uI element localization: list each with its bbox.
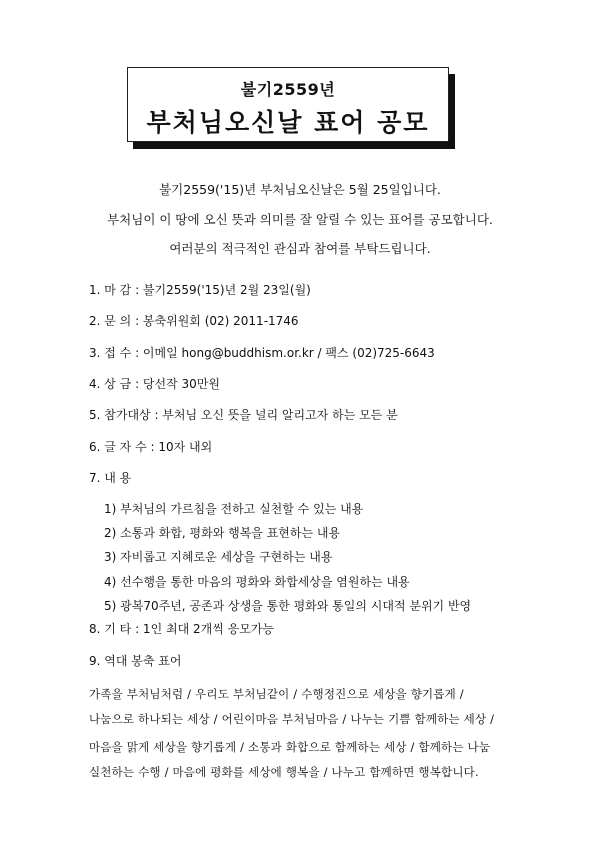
title-subtitle: 불기2559년 <box>240 80 336 99</box>
slogan-line: 나눔으로 하나되는 세상 / 어린이마음 부처님마음 / 나누는 기쁨 함께하는 세상 / <box>89 712 495 726</box>
content-item: 4) 선수행을 통한 마음의 평화와 화합세상을 염원하는 내용 <box>104 575 410 589</box>
item-inquiry: 2. 문 의 : 봉축위원회 (02) 2011-1746 <box>89 314 299 328</box>
item-content: 7. 내 용 <box>89 471 132 485</box>
item-past-slogans: 9. 역대 봉축 표어 <box>89 654 182 668</box>
intro-line: 불기2559('15)년 부처님오신날은 5월 25일입니다. <box>159 182 441 197</box>
intro-line: 여러분의 적극적인 관심과 참여를 부탁드립니다. <box>169 241 431 256</box>
item-length: 6. 글 자 수 : 10자 내외 <box>89 440 213 454</box>
slogan-line: 가족을 부처님처럼 / 우리도 부처님같이 / 수행정진으로 세상을 향기롭게 / <box>89 687 464 701</box>
item-submission: 3. 접 수 : 이메일 hong@buddhism.or.kr / 팩스 (02)725-6643 <box>89 346 435 360</box>
slogan-line: 실천하는 수행 / 마음에 평화를 세상에 행복을 / 나누고 함께하면 행복합니다. <box>89 765 479 779</box>
intro-line: 부처님이 이 땅에 오신 뜻과 의미를 잘 알릴 수 있는 표어를 공모합니다. <box>107 212 493 227</box>
item-other: 8. 기 타 : 1인 최대 2개씩 응모가능 <box>89 622 274 636</box>
slogan-line: 마음을 맑게 세상을 향기롭게 / 소통과 화합으로 함께하는 세상 / 함께하는 나눔 <box>89 740 491 754</box>
content-item: 5) 광복70주년, 공존과 상생을 통한 평화와 통일의 시대적 분위기 반영 <box>104 599 472 613</box>
title-box <box>127 67 449 142</box>
content-item: 2) 소통과 화합, 평화와 행복을 표현하는 내용 <box>104 526 341 540</box>
content-item: 1) 부처님의 가르침을 전하고 실천할 수 있는 내용 <box>104 502 364 516</box>
item-prize: 4. 상 금 : 당선작 30만원 <box>89 377 220 391</box>
page-title: 부처님오신날 표어 공모 <box>146 108 430 137</box>
item-eligibility: 5. 참가대상 : 부처님 오신 뜻을 널리 알리고자 하는 모든 분 <box>89 408 398 422</box>
item-deadline: 1. 마 감 : 불기2559('15)년 2월 23일(월) <box>89 283 311 297</box>
content-item: 3) 자비롭고 지혜로운 세상을 구현하는 내용 <box>104 550 333 564</box>
